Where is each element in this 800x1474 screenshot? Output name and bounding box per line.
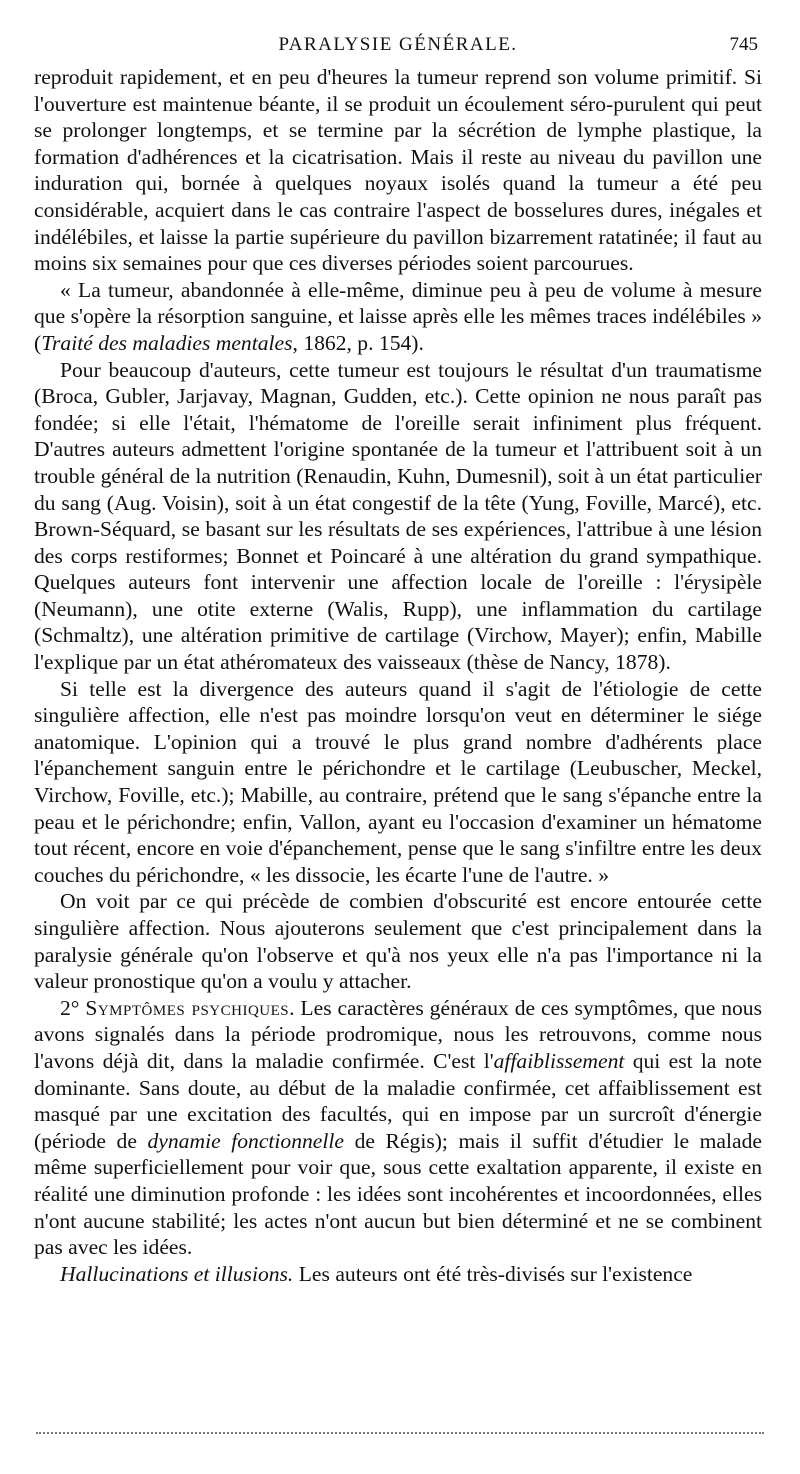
text-run: « La tumeur, abandonnée à elle-même, diminue peu à peu de volume à mesure que s'opère la résorption sanguine, et laisse après elle les mêmes traces indélébiles » ( xyxy=(34,277,762,355)
text-run: reproduit rapidement, et en peu d'heures la tumeur reprend son volume primitif. Si l'ouverture est maintenue béante, il se produit un écoulement séro-purulent qui peut se prolonger longtemps, et se termine par la sécrétion de lymphe plastique, la formation d'adhérences et la cicatrisation. Mais il reste au niveau du pavillon une induration qui, bornée à quelques noyaux isolés quand la tumeur a été peu considérable, acquiert dans le cas contraire l'aspect de bosselures dures, inégales et indélébiles, et laisse la partie supérieure du pavillon bizarrement ratatinée; il faut au moins six semaines pour que ces diverses périodes soient parcourues. xyxy=(34,65,762,276)
italic-text: dynamie fonctionnelle xyxy=(147,1128,344,1153)
body-text xyxy=(34,64,762,1287)
paragraph xyxy=(34,676,762,889)
text-run: Si telle est la divergence des auteurs quand il s'agit de l'étiologie de cette singulière affection, elle n'est pas moindre lorsqu'on veut en déterminer le siége anatomique. L'opinion qui a trouvé le plus grand nombre d'adhérents place l'épanchement sanguin entre le périchondre et le cartilage (Leubuscher, Meckel, Virchow, Foville, etc.); Mabille, au contraire, prétend que le sang s'épanche entre la peau et le périchondre; enfin, Vallon, ayant eu l'occasion d'examiner un hématome tout récent, encore en voie d'épanchement, pense que le sang s'infiltre entre les deux couches du périchondre, « les dissocie, les écarte l'une de l'autre. » xyxy=(34,676,762,887)
page-header xyxy=(34,30,762,64)
text-run: 2° xyxy=(60,995,86,1020)
text-run: de Régis); mais il suffit d'étudier le malade même superficiellement pour voir que, sous cette exaltation apparente, il existe en réalité une diminution profonde : les idées sont incohérentes et incoordonnées, elles n'ont aucune stabilité; les actes n'ont aucun but bien déterminé et ne se combinent pas avec les idées. xyxy=(34,1128,762,1260)
text-run: On voit par ce qui précède de combien d'obscurité est encore entourée cette singulière affection. Nous ajouterons seulement que c'est principalement dans la paralysie générale qu'on l'observe et qu'à nos yeux elle n'a pas l'importance ni la valeur pronostique qu'on a voulu y attacher. xyxy=(34,889,762,994)
paragraph xyxy=(34,277,762,357)
small-caps-heading: Symptômes psychiques xyxy=(85,995,290,1020)
paragraph xyxy=(34,1261,762,1288)
text-run: qui est la note dominante. Sans doute, au début de la maladie confirmée, cet affaiblissement est masqué par une excitation des facultés, qui en impose par un surcroît d'énergie (période de xyxy=(34,1048,762,1153)
paragraph xyxy=(34,995,762,1261)
italic-text: Hallucinations et illusions. xyxy=(60,1261,294,1286)
text-run: . Les caractères généraux de ces symptômes, que nous avons signalés dans la période prodromique, nous les retrouvons, comme nous l'avons déjà dit, dans la maladie confirmée. C'est l' xyxy=(34,995,762,1073)
running-title: PARALYSIE GÉNÉRALE. xyxy=(278,34,518,55)
text-run: , 1862, p. 154). xyxy=(292,330,424,355)
paragraph xyxy=(34,357,762,676)
paragraph xyxy=(34,888,762,994)
italic-text: affaiblissement xyxy=(493,1048,625,1073)
text-run: Pour beaucoup d'auteurs, cette tumeur est toujours le résultat d'un traumatisme (Broca, Gubler, Jarjavay, Magnan, Gudden, etc.). Cette opinion ne nous paraît pas fondée; si elle l'était, l'hématome de l'oreille serait infiniment plus fréquent. D'autres auteurs admettent l'origine spontanée de la tumeur et l'attribuent soit à un trouble général de la nutrition (Renaudin, Kuhn, Dumesnil), soit à un état particulier du sang (Aug. Voisin), soit à un état congestif de la tête (Yung, Foville, Marcé), etc. Brown-Séquard, se basant sur les résultats de ses expériences, l'attribue à une lésion des corps restiformes; Bonnet et Poincaré à une altération du grand sympathique. Quelques auteurs font intervenir une affection locale de l'oreille : l'érysipèle (Neumann), une otite externe (Walis, Rupp), une inflammation du cartilage (Schmaltz), une altération primitive de cartilage (Virchow, Mayer); enfin, Mabille l'explique par un état athéromateux des vaisseaux (thèse de Nancy, 1878). xyxy=(34,357,762,675)
italic-text: Traité des maladies mentales xyxy=(41,330,293,355)
paragraph xyxy=(34,64,762,277)
footer-dotted-rule xyxy=(36,1432,764,1434)
page-number: 745 xyxy=(729,34,758,55)
text-run: Les auteurs ont été très-divisés sur l'existence xyxy=(293,1261,693,1286)
